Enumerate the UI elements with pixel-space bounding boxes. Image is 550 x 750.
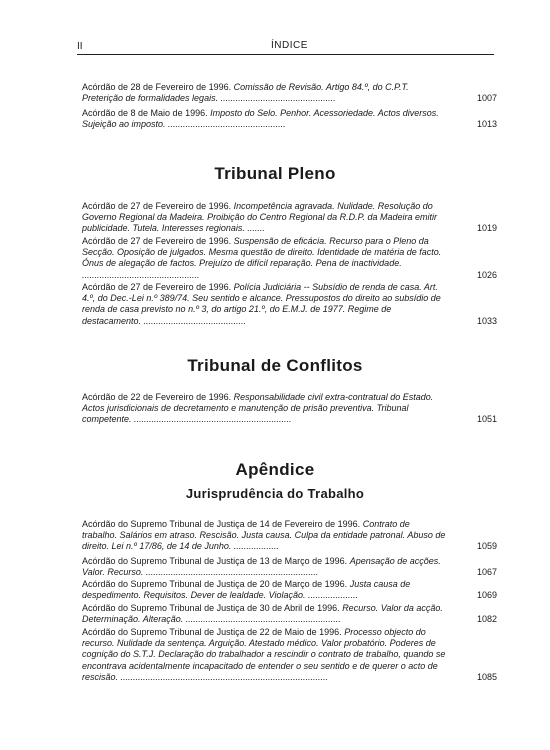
- entry-lead: Acórdão do Supremo Tribunal de Justiça de 30 de Abril de 1996.: [82, 603, 340, 613]
- entry-lead: Acórdão de 27 de Fevereiro de 1996.: [82, 236, 232, 246]
- entry-lead: Acórdão de 8 de Maio de 1996.: [82, 108, 208, 118]
- toc-entry[interactable]: [82, 603, 497, 625]
- entry-lead: Acórdão de 27 de Fevereiro de 1996.: [82, 282, 232, 292]
- header-rule: [77, 54, 494, 55]
- toc-entry[interactable]: [82, 519, 497, 553]
- section-title-pleno: Tribunal Pleno: [214, 164, 336, 183]
- entry-description: Comissão de Revisão. Artigo 84.º, do C.P.T. Preterição de formalidades legais. ..............................................: [82, 82, 409, 104]
- toc-entry[interactable]: [82, 556, 497, 578]
- toc-entry[interactable]: [82, 201, 497, 235]
- entry-page: 1013: [476, 119, 497, 130]
- entry-description: Justa causa de despedimento. Requisitos. Dever de lealdade. Violação. ....................: [82, 579, 411, 601]
- entry-page: 1051: [476, 414, 497, 425]
- running-header-title: ÍNDICE: [271, 40, 308, 51]
- entry-page: 1069: [476, 590, 497, 601]
- entry-description: Contrato de trabalho. Salários em atraso. Rescisão. Justa causa. Culpa da entidade patronal. Abuso de direito. Lei n.º 17/86, de 14 de Junho. ..................: [82, 519, 446, 552]
- toc-entry[interactable]: [82, 392, 497, 426]
- entry-page: 1059: [476, 541, 497, 552]
- entry-description: Imposto do Selo. Penhor. Acessoriedade. Actos diversos. Sujeição ao imposto. ...............................................: [82, 108, 439, 130]
- entry-page: 1085: [476, 671, 497, 682]
- entry-page: 1082: [476, 614, 497, 625]
- section-subtitle-trabalho: Jurisprudência do Trabalho: [185, 486, 365, 501]
- entry-lead: Acórdão do Supremo Tribunal de Justiça de 14 de Fevereiro de 1996.: [82, 519, 361, 529]
- entry-description: Suspensão de eficácia. Recurso para o Pleno da Secção. Oposição de julgados. Mesma questão de direito. Identidade de matéria de facto. Ónus de alegação de factos. Prejuízo de difícil reparação. Pena de inactividade. ...............................................: [82, 236, 442, 280]
- entry-description: Processo objecto do recurso. Nulidade da sentença. Arguição. Atestado médico. Valor probatório. Poderes de cognição do S.T.J. Declaração do trabalhador a rescindir o contrato de trabalho, quando se encontrava acidentalmente incapacitado de entender o seu sentido e de querer o acto de rescisão. ...................................................................................: [82, 627, 446, 682]
- entry-page: 1007: [476, 93, 497, 104]
- toc-entry[interactable]: [82, 82, 497, 104]
- toc-entry[interactable]: [82, 627, 497, 683]
- entry-description: Polícia Judiciária -- Subsídio de renda de casa. Art. 4.º, do Dec.-Lei n.º 389/74. Seu sentido e alcance. Pressupostos do direito ao subsídio de renda de casa previsto no n.º 3, do artigo 21.º, do E.M.J. de 1977. Regime de destacamento. .........................................: [82, 282, 441, 326]
- section-title-conflitos: Tribunal de Conflitos: [187, 356, 363, 375]
- entry-description: Responsabilidade civil extra-contratual do Estado. Actos jurisdicionais de decretamento e manutenção de prisão preventiva. Tribunal competente. ...............................................................: [82, 392, 434, 425]
- entry-page: 1019: [476, 223, 497, 234]
- entry-lead: Acórdão de 28 de Fevereiro de 1996.: [82, 82, 232, 92]
- entry-description: Apensação de acções. Valor. Recurso. .....................................................................: [82, 556, 441, 578]
- entry-description: Recurso. Valor da acção. Determinação. Alteração. ..............................................................: [82, 603, 443, 625]
- entry-page: 1033: [476, 315, 497, 326]
- entry-description: Incompetência agravada. Nulidade. Resolução do Governo Regional da Madeira. Proibição do Centro Regional da R.D.P. da Madeira emitir publicidade. Tutela. Interesses regionais. .......: [82, 201, 438, 234]
- toc-entry[interactable]: [82, 108, 497, 130]
- toc-entry[interactable]: [82, 579, 497, 601]
- page-number: II: [77, 41, 83, 52]
- entry-lead: Acórdão de 22 de Fevereiro de 1996.: [82, 392, 232, 402]
- toc-entry[interactable]: [82, 282, 497, 327]
- section-title-apendice: Apêndice: [235, 460, 315, 479]
- entry-lead: Acórdão de 27 de Fevereiro de 1996.: [82, 201, 232, 211]
- toc-entry[interactable]: [82, 236, 497, 281]
- entry-lead: Acórdão do Supremo Tribunal de Justiça de 20 de Março de 1996.: [82, 579, 348, 589]
- entry-lead: Acórdão do Supremo Tribunal de Justiça de 13 de Março de 1996.: [82, 556, 348, 566]
- entry-lead: Acórdão do Supremo Tribunal de Justiça de 22 de Maio de 1996.: [82, 627, 342, 637]
- entry-page: 1026: [476, 269, 497, 280]
- entry-page: 1067: [476, 567, 497, 578]
